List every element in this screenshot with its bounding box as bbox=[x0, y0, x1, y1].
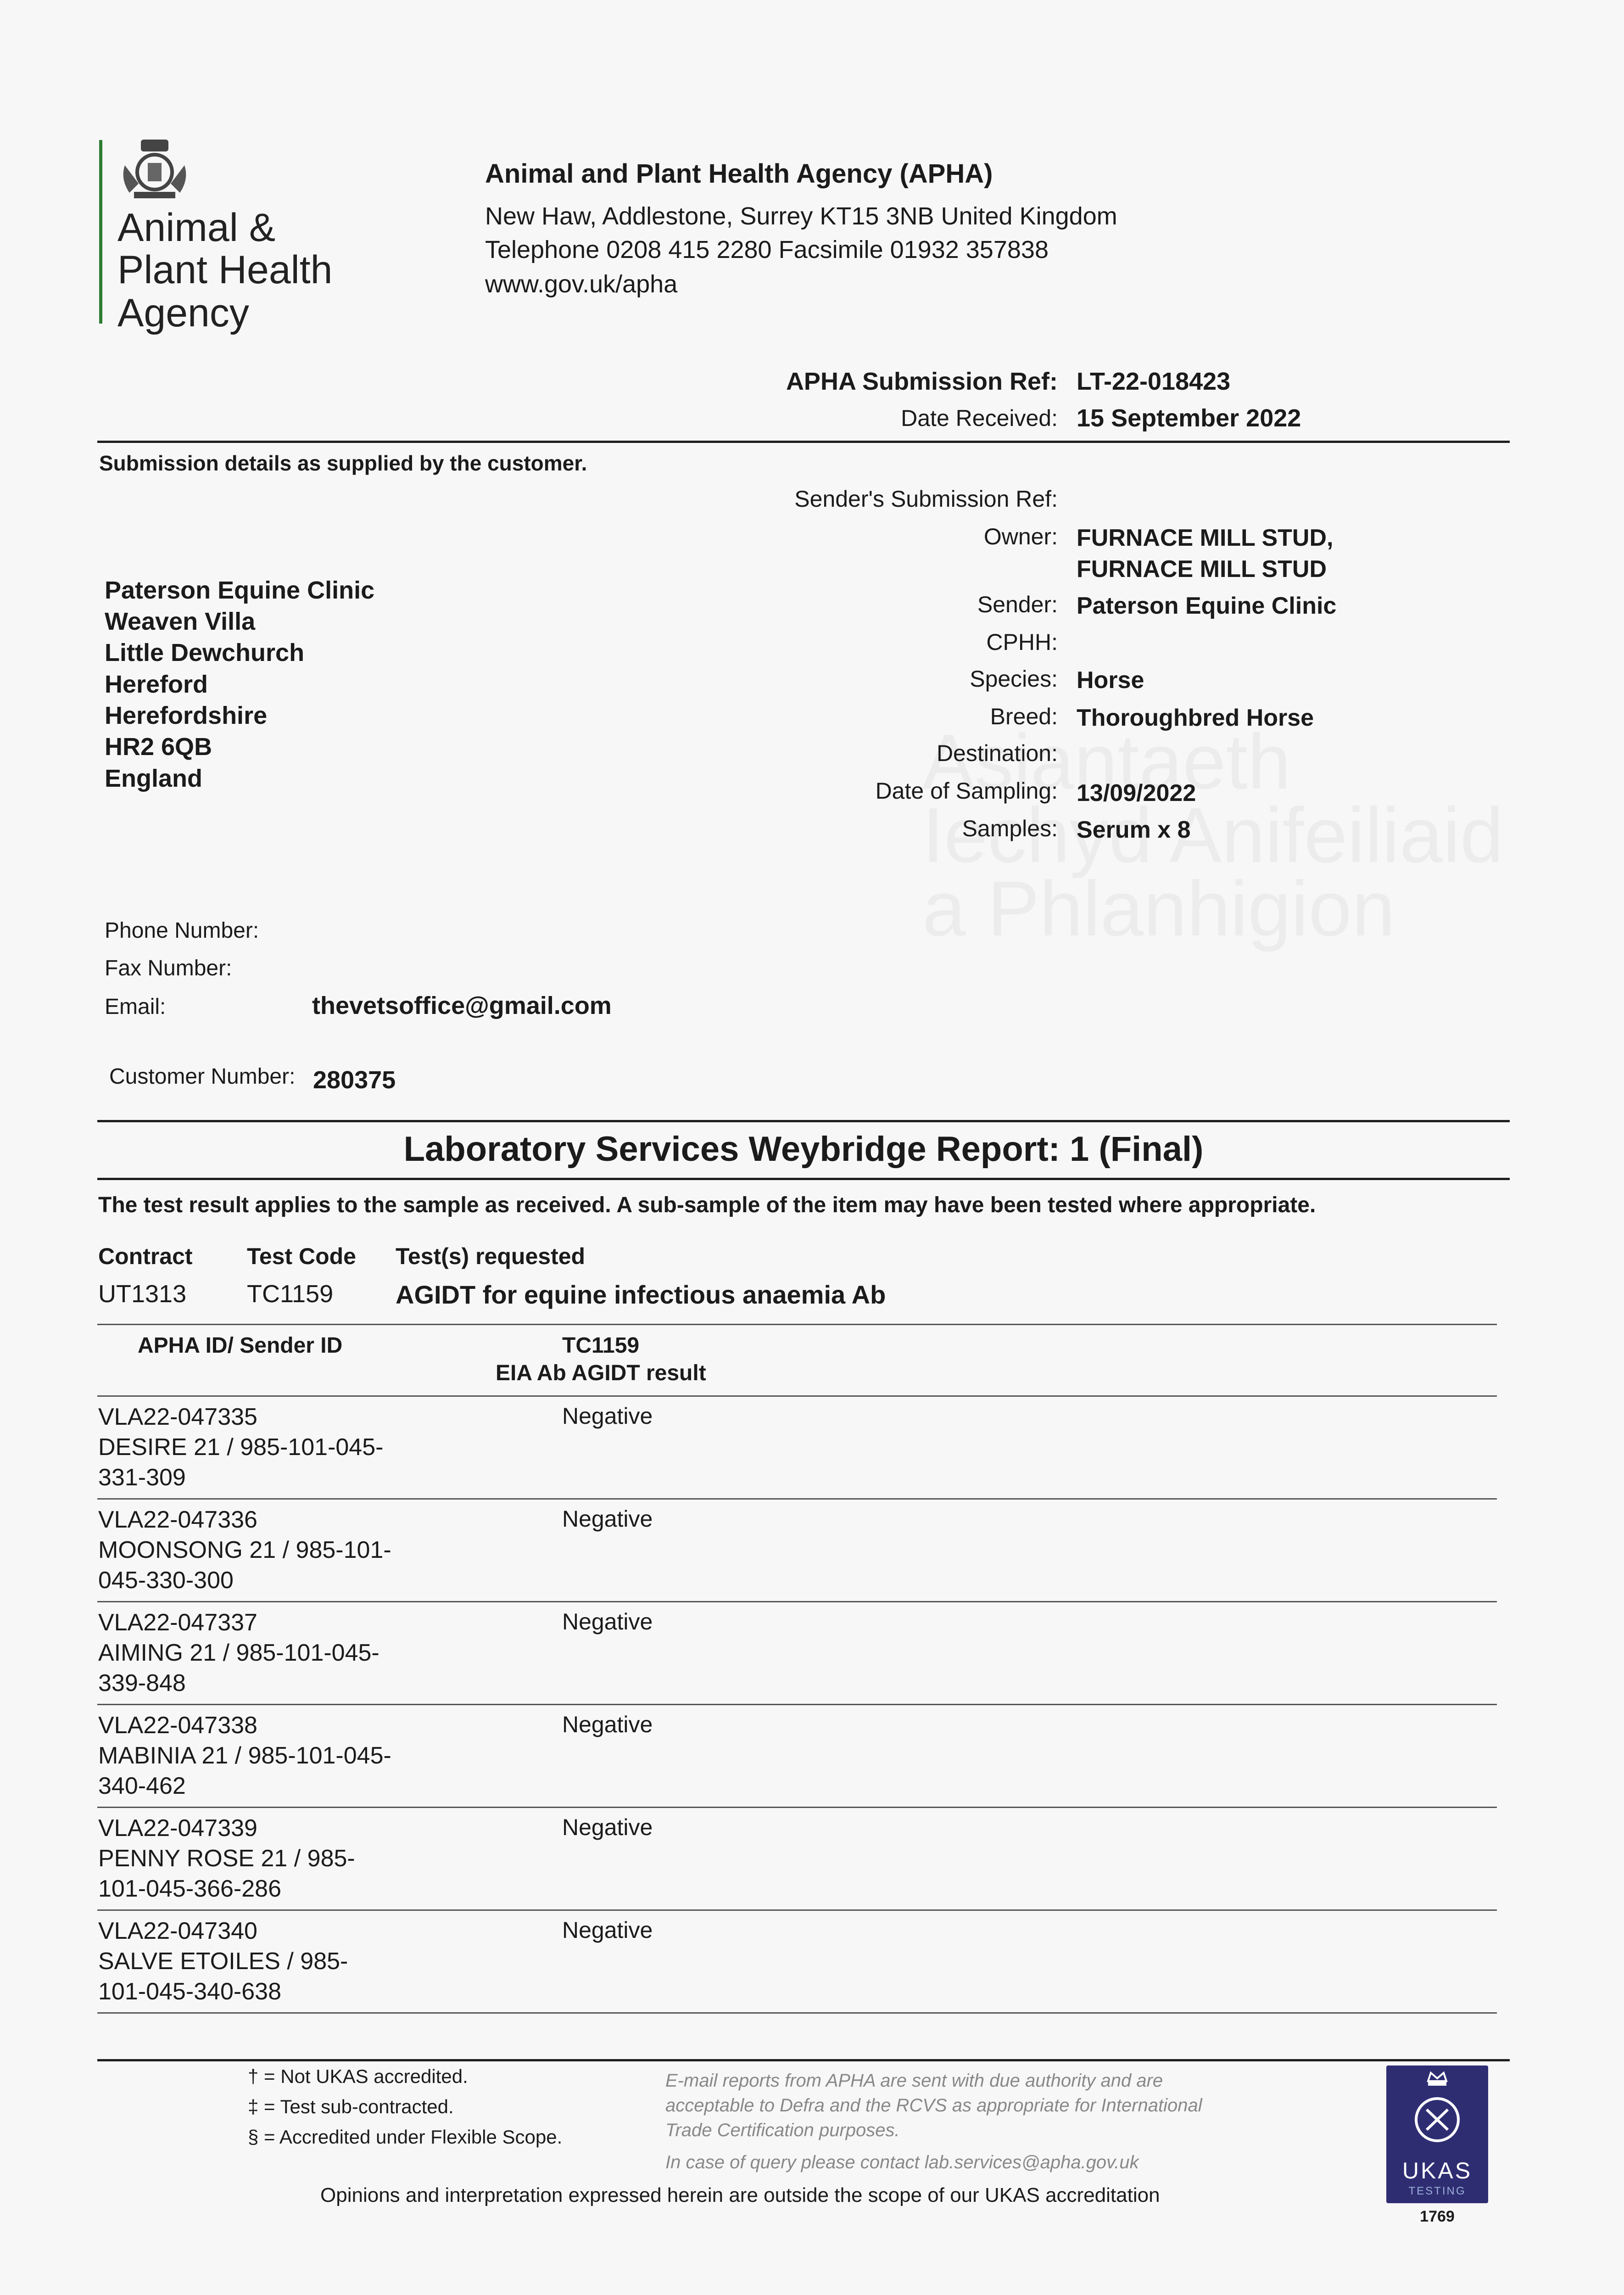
address-line-2: Weaven Villa bbox=[105, 608, 256, 635]
submission-ref: LT-22-018423 bbox=[1077, 368, 1231, 395]
divider-report-top bbox=[97, 1120, 1510, 1122]
address-line-7: England bbox=[105, 765, 202, 792]
ukas-testing: TESTING bbox=[1408, 2185, 1466, 2197]
ukas-crown-icon bbox=[1386, 2066, 1488, 2157]
sender-id-line-2: 331-309 bbox=[98, 1464, 186, 1491]
row-divider bbox=[97, 1909, 1497, 1911]
fax-label: Fax Number: bbox=[105, 956, 232, 980]
result-value: Negative bbox=[562, 1609, 653, 1634]
logo-line-1: Animal & bbox=[117, 206, 276, 250]
opinions-statement: Opinions and interpretation expressed herein are outside the scope of our UKAS accreditation bbox=[320, 2184, 1160, 2206]
row-divider bbox=[97, 1807, 1497, 1808]
royal-crest-icon bbox=[116, 138, 194, 202]
sender-id-line-1: AIMING 21 / 985-101-045- bbox=[98, 1640, 379, 1666]
table-header-bottom bbox=[97, 1395, 1497, 1397]
date-received: 15 September 2022 bbox=[1077, 404, 1301, 432]
divider-report-bottom bbox=[97, 1178, 1510, 1180]
table-header-top bbox=[97, 1324, 1497, 1325]
logo-line-3: Agency bbox=[117, 291, 249, 335]
ukas-badge bbox=[1386, 2066, 1488, 2203]
col-header-result-code: TC1159 bbox=[562, 1333, 640, 1358]
address-line-1: Paterson Equine Clinic bbox=[105, 577, 375, 604]
sender-label: Sender: bbox=[977, 592, 1058, 617]
footnote-sub-contracted: ‡ = Test sub-contracted. bbox=[248, 2096, 454, 2117]
sender-id-line-2: 340-462 bbox=[98, 1773, 186, 1799]
footnote-not-ukas: † = Not UKAS accredited. bbox=[248, 2066, 468, 2087]
cphh-label: CPHH: bbox=[986, 629, 1058, 655]
senders-ref-label: Sender's Submission Ref: bbox=[794, 486, 1058, 512]
test-requested-value: AGIDT for equine infectious anaemia Ab bbox=[396, 1280, 886, 1309]
query-note: In case of query please contact lab.services@apha.gov.uk bbox=[665, 2152, 1139, 2172]
email-authority-note: E-mail reports from APHA are sent with due authority and are acceptable to Defra and the RCVS as appropriate for International Trade Certification purposes. bbox=[665, 2071, 1202, 2140]
owner-label: Owner: bbox=[983, 524, 1058, 549]
row-divider bbox=[97, 1498, 1497, 1500]
apha-id: VLA22-047338 bbox=[98, 1712, 257, 1739]
address-line-6: HR2 6QB bbox=[105, 733, 212, 761]
agency-telephone: Telephone 0208 415 2280 Facsimile 01932 357838 bbox=[485, 236, 1049, 263]
sender-id-line-1: MABINIA 21 / 985-101-045- bbox=[98, 1742, 391, 1769]
apha-id: VLA22-047340 bbox=[98, 1918, 257, 1944]
result-value: Negative bbox=[562, 1814, 653, 1840]
sender-id-line-2: 101-045-340-638 bbox=[98, 1978, 281, 2005]
report-note: The test result applies to the sample as received. A sub-sample of the item may have been tested where appropriate. bbox=[98, 1193, 1316, 1217]
contract-label: Contract bbox=[98, 1243, 193, 1269]
apha-id: VLA22-047337 bbox=[98, 1609, 257, 1636]
submission-ref-label: APHA Submission Ref: bbox=[786, 368, 1058, 395]
test-code-value: TC1159 bbox=[247, 1280, 334, 1308]
email-label: Email: bbox=[105, 995, 166, 1019]
agency-address: New Haw, Addlestone, Surrey KT15 3NB United Kingdom bbox=[485, 202, 1117, 230]
logo-line-2: Plant Health bbox=[117, 248, 333, 292]
tests-requested-label: Test(s) requested bbox=[396, 1243, 586, 1269]
row-divider bbox=[97, 1601, 1497, 1602]
sender-id-line-2: 339-848 bbox=[98, 1670, 186, 1696]
result-value: Negative bbox=[562, 1917, 653, 1943]
logo-bar bbox=[99, 140, 102, 324]
breed-label: Breed: bbox=[990, 704, 1058, 729]
samples-value: Serum x 8 bbox=[1077, 817, 1191, 843]
apha-id: VLA22-047339 bbox=[98, 1815, 257, 1842]
ukas-number: 1769 bbox=[1420, 2208, 1455, 2225]
destination-label: Destination: bbox=[936, 740, 1058, 766]
customer-number-label: Customer Number: bbox=[109, 1064, 296, 1089]
divider-footer bbox=[97, 2059, 1510, 2061]
phone-label: Phone Number: bbox=[105, 918, 259, 943]
col-header-id: APHA ID/ Sender ID bbox=[138, 1333, 343, 1358]
species-value: Horse bbox=[1077, 667, 1144, 694]
sender-value: Paterson Equine Clinic bbox=[1077, 593, 1337, 619]
divider-top bbox=[97, 441, 1510, 443]
sender-id-line-2: 101-045-366-286 bbox=[98, 1875, 281, 1902]
apha-id: VLA22-047336 bbox=[98, 1506, 257, 1533]
sender-id-line-1: PENNY ROSE 21 / 985- bbox=[98, 1845, 355, 1872]
sampling-date-label: Date of Sampling: bbox=[875, 778, 1058, 804]
sender-id-line-1: MOONSONG 21 / 985-101- bbox=[98, 1537, 391, 1563]
email-value[interactable]: thevetsoffice@gmail.com bbox=[312, 992, 612, 1019]
agency-website[interactable]: www.gov.uk/apha bbox=[485, 270, 678, 298]
ukas-label: UKAS bbox=[1402, 2158, 1473, 2183]
address-line-4: Hereford bbox=[105, 671, 208, 698]
sampling-date-value: 13/09/2022 bbox=[1077, 780, 1196, 806]
report-title: Laboratory Services Weybridge Report: 1 (Final) bbox=[403, 1130, 1204, 1169]
samples-label: Samples: bbox=[962, 816, 1058, 841]
row-divider bbox=[97, 1704, 1497, 1705]
result-value: Negative bbox=[562, 1506, 653, 1532]
sender-id-line-2: 045-330-300 bbox=[98, 1567, 234, 1594]
address-line-3: Little Dewchurch bbox=[105, 639, 305, 666]
row-divider bbox=[97, 2012, 1497, 2014]
customer-number-value: 280375 bbox=[313, 1066, 396, 1094]
footnote-flexible-scope: § = Accredited under Flexible Scope. bbox=[248, 2126, 563, 2148]
address-line-5: Herefordshire bbox=[105, 702, 268, 729]
species-label: Species: bbox=[970, 666, 1058, 692]
result-value: Negative bbox=[562, 1712, 653, 1737]
result-value: Negative bbox=[562, 1403, 653, 1429]
owner-line-1: FURNACE MILL STUD, bbox=[1077, 525, 1334, 551]
sender-id-line-1: DESIRE 21 / 985-101-045- bbox=[98, 1434, 384, 1461]
contract-value: UT1313 bbox=[98, 1280, 187, 1308]
test-code-label: Test Code bbox=[247, 1243, 356, 1269]
apha-id: VLA22-047335 bbox=[98, 1404, 257, 1430]
agency-title: Animal and Plant Health Agency (APHA) bbox=[485, 159, 993, 189]
date-received-label: Date Received: bbox=[901, 405, 1058, 431]
col-header-result-name: EIA Ab AGIDT result bbox=[496, 1361, 706, 1385]
sender-id-line-1: SALVE ETOILES / 985- bbox=[98, 1948, 348, 1975]
owner-line-2: FURNACE MILL STUD bbox=[1077, 556, 1327, 582]
submission-heading: Submission details as supplied by the customer. bbox=[99, 451, 587, 475]
breed-value: Thoroughbred Horse bbox=[1077, 705, 1314, 731]
